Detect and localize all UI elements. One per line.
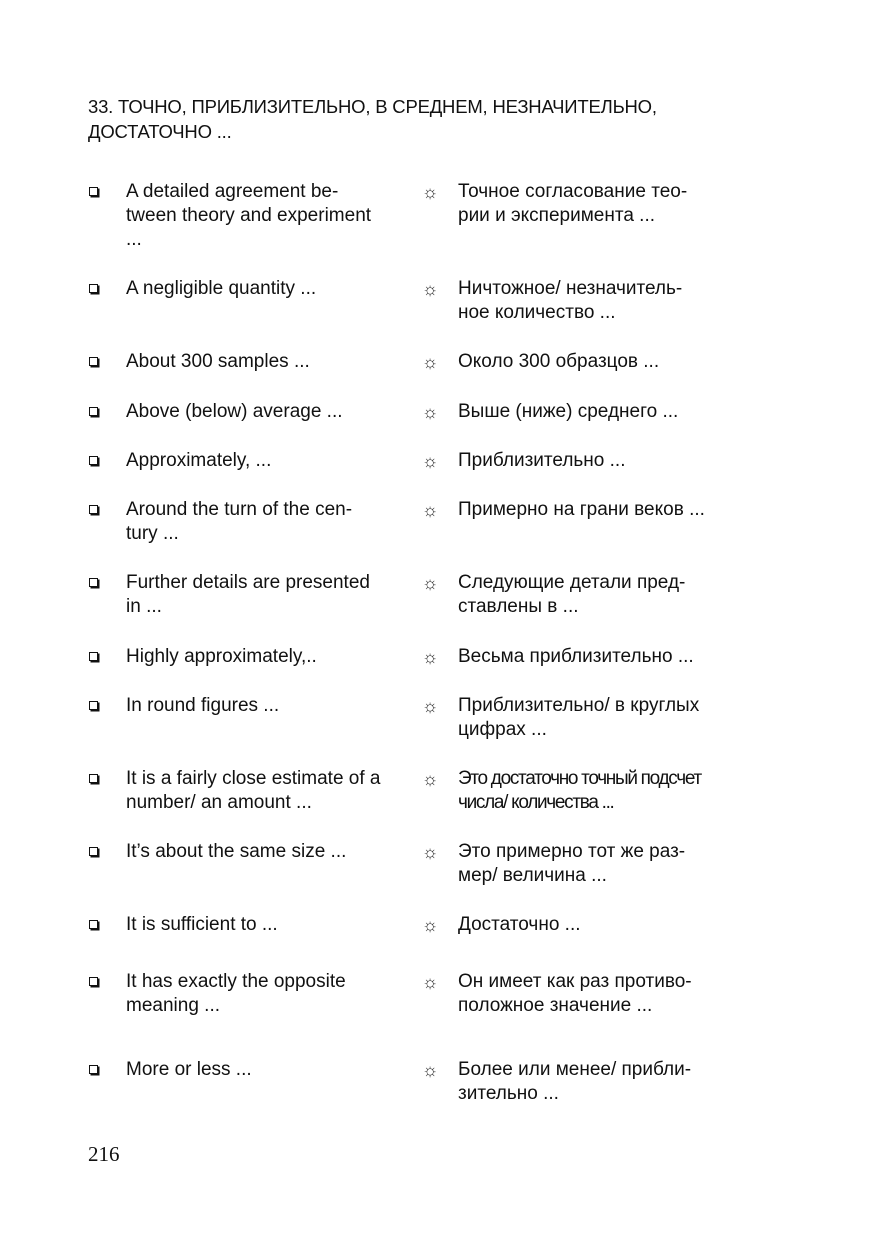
sun-icon: ☼ xyxy=(421,500,439,520)
english-phrase xyxy=(126,571,411,619)
sun-icon: ☼ xyxy=(421,182,439,202)
russian-phrase-line: Приблизительно/ в круглых xyxy=(458,695,700,716)
russian-phrase-line: Более или менее/ прибли- xyxy=(458,1059,692,1080)
russian-phrase-line: Точное согласование тео- xyxy=(458,181,688,202)
russian-phrase-line: Около 300 образцов ... xyxy=(458,351,660,372)
square-bullet-icon xyxy=(89,774,98,783)
english-phrase-line: tury ... xyxy=(126,523,179,544)
sun-icon: ☼ xyxy=(421,972,439,992)
english-phrase-line: It’s about the same size ... xyxy=(126,841,347,862)
sun-icon: ☼ xyxy=(421,451,439,471)
square-bullet-icon xyxy=(89,284,98,293)
sun-icon: ☼ xyxy=(421,696,439,716)
russian-phrase xyxy=(458,400,748,424)
english-phrase xyxy=(126,767,411,815)
english-phrase xyxy=(126,694,411,718)
sun-icon: ☼ xyxy=(421,647,439,667)
sun-icon: ☼ xyxy=(421,915,439,935)
page-number: 216 xyxy=(88,1142,120,1166)
russian-phrase xyxy=(458,840,748,888)
russian-phrase-line: зительно ... xyxy=(458,1083,559,1104)
english-phrase-line: A detailed agreement be- xyxy=(126,181,339,202)
square-bullet-icon xyxy=(89,357,98,366)
english-phrase-line: Further details are presented xyxy=(126,572,370,593)
russian-phrase xyxy=(458,180,748,228)
english-phrase xyxy=(126,449,411,473)
sun-icon: ☼ xyxy=(421,352,439,372)
russian-phrase-line: Он имеет как раз противо- xyxy=(458,971,692,992)
russian-phrase xyxy=(458,970,748,1018)
russian-phrase-line: Весьма приблизительно ... xyxy=(458,646,694,667)
english-phrase xyxy=(126,1058,411,1082)
square-bullet-icon xyxy=(89,187,98,196)
russian-phrase xyxy=(458,498,748,522)
english-phrase-line: In round figures ... xyxy=(126,695,280,716)
english-phrase xyxy=(126,277,411,301)
english-phrase-line: ... xyxy=(126,229,142,250)
square-bullet-icon xyxy=(89,456,98,465)
russian-phrase xyxy=(458,350,748,374)
english-phrase-line: Above (below) average ... xyxy=(126,401,343,422)
sun-icon: ☼ xyxy=(421,769,439,789)
english-phrase-line: Approximately, ... xyxy=(126,450,272,471)
square-bullet-icon xyxy=(89,977,98,986)
english-phrase xyxy=(126,498,411,546)
russian-phrase xyxy=(458,571,748,619)
english-phrase xyxy=(126,350,411,374)
english-phrase xyxy=(126,840,411,864)
english-phrase-line: It is a fairly close estimate of a xyxy=(126,768,381,789)
square-bullet-icon xyxy=(89,701,98,710)
russian-phrase-line: цифрах ... xyxy=(458,719,547,740)
russian-phrase-line: ное количество ... xyxy=(458,302,616,323)
sun-icon: ☼ xyxy=(421,1060,439,1080)
square-bullet-icon xyxy=(89,652,98,661)
russian-phrase xyxy=(458,449,748,473)
english-phrase xyxy=(126,913,411,937)
english-phrase xyxy=(126,645,411,669)
sun-icon: ☼ xyxy=(421,573,439,593)
russian-phrase-line: рии и эксперимента ... xyxy=(458,205,656,226)
russian-phrase-line: Следующие детали пред- xyxy=(458,572,686,593)
english-phrase-line: More or less ... xyxy=(126,1059,252,1080)
english-phrase-line: in ... xyxy=(126,596,162,617)
russian-phrase-line: Выше (ниже) среднего ... xyxy=(458,401,679,422)
english-phrase-line: number/ an amount ... xyxy=(126,792,312,813)
square-bullet-icon xyxy=(89,920,98,929)
russian-phrase-line: ставлены в ... xyxy=(458,596,579,617)
english-phrase-line: A negligible quantity ... xyxy=(126,278,317,299)
russian-phrase-line: числа/ количества ... xyxy=(458,792,614,813)
section-title-line-1: 33. ТОЧНО, ПРИБЛИЗИТЕЛЬНО, В СРЕДНЕМ, НЕЗНАЧИТЕЛЬНО, xyxy=(88,96,657,117)
russian-phrase-line: Это достаточно точный подсчет xyxy=(458,768,701,789)
square-bullet-icon xyxy=(89,505,98,514)
english-phrase-line: It has exactly the opposite xyxy=(126,971,346,992)
russian-phrase-line: Ничтожное/ незначитель- xyxy=(458,278,683,299)
square-bullet-icon xyxy=(89,407,98,416)
english-phrase-line: Around the turn of the cen- xyxy=(126,499,353,520)
square-bullet-icon xyxy=(89,1065,98,1074)
section-title-line-2: ДОСТАТОЧНО ... xyxy=(88,121,232,142)
russian-phrase xyxy=(458,277,748,325)
english-phrase-line: About 300 samples ... xyxy=(126,351,310,372)
english-phrase xyxy=(126,970,411,1018)
russian-phrase-line: Приблизительно ... xyxy=(458,450,626,471)
english-phrase xyxy=(126,180,411,252)
russian-phrase xyxy=(458,913,748,937)
english-phrase-line: Highly approximately,.. xyxy=(126,646,317,667)
russian-phrase-line: мер/ величина ... xyxy=(458,865,607,886)
russian-phrase xyxy=(458,694,748,742)
sun-icon: ☼ xyxy=(421,842,439,862)
russian-phrase-line: Примерно на грани веков ... xyxy=(458,499,705,520)
english-phrase xyxy=(126,400,411,424)
square-bullet-icon xyxy=(89,847,98,856)
russian-phrase xyxy=(458,1058,748,1106)
square-bullet-icon xyxy=(89,578,98,587)
russian-phrase xyxy=(458,645,748,669)
russian-phrase-line: Достаточно ... xyxy=(458,914,581,935)
section-title xyxy=(88,94,788,144)
sun-icon: ☼ xyxy=(421,402,439,422)
russian-phrase-line: положное значение ... xyxy=(458,995,653,1016)
russian-phrase-line: Это примерно тот же раз- xyxy=(458,841,686,862)
english-phrase-line: meaning ... xyxy=(126,995,220,1016)
english-phrase-line: It is sufficient to ... xyxy=(126,914,278,935)
english-phrase-line: tween theory and experiment xyxy=(126,205,372,226)
sun-icon: ☼ xyxy=(421,279,439,299)
russian-phrase xyxy=(458,767,748,815)
